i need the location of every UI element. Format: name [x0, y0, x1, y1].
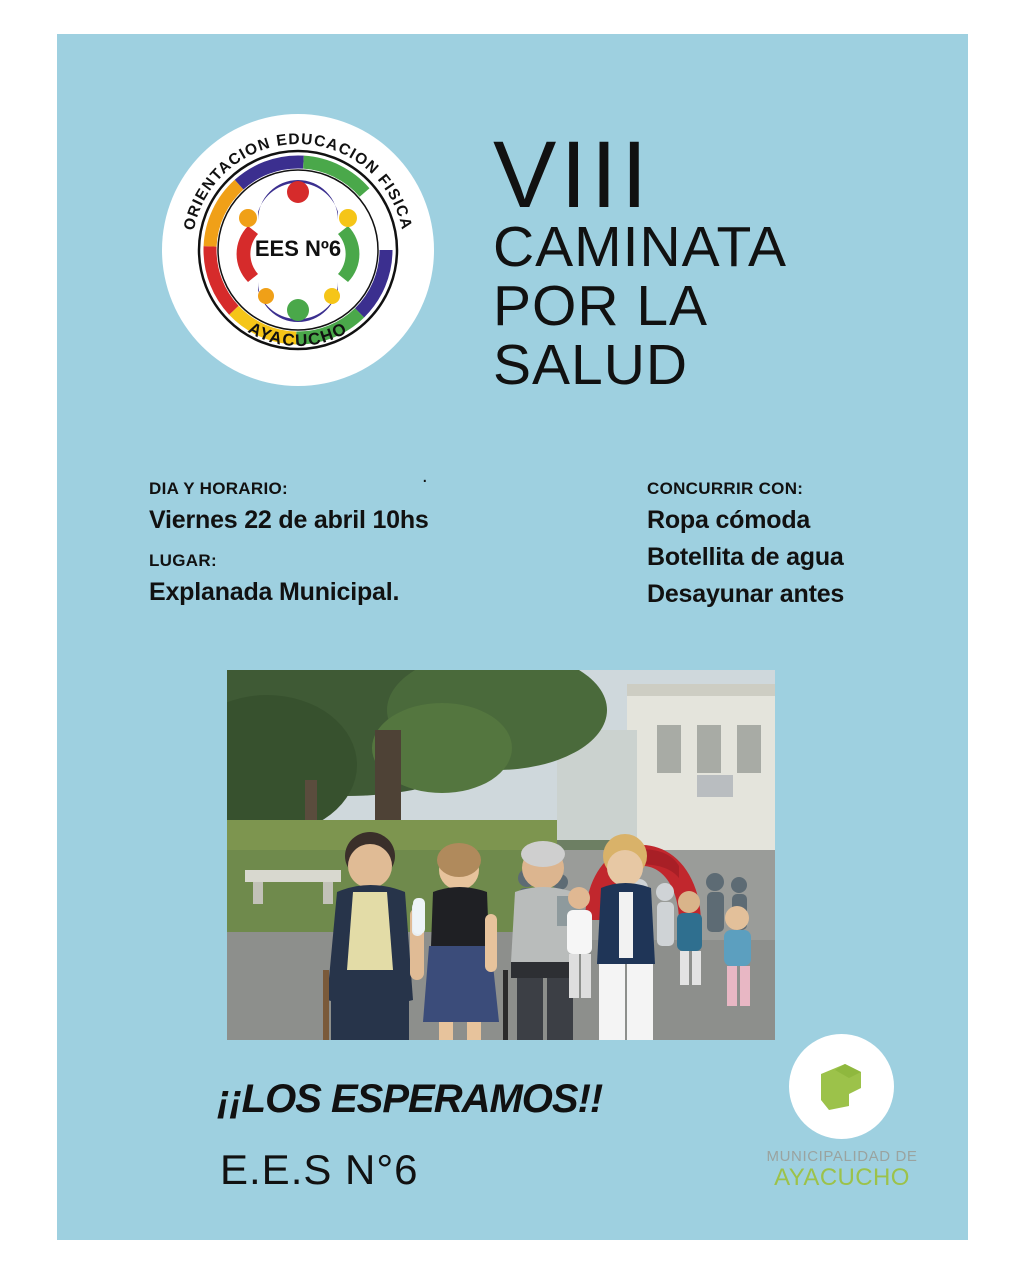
poster-canvas: [57, 34, 968, 1240]
title-line-2: POR LA: [493, 274, 709, 338]
info-column-right: [647, 479, 927, 617]
municipality-logo: [747, 1034, 937, 1224]
page-title: [493, 122, 923, 397]
logo-graphic: [162, 114, 434, 386]
school-name-text: E.E.S N°6: [220, 1146, 419, 1193]
municipality-line-2: AYACUCHO: [774, 1164, 910, 1191]
school-logo: [162, 114, 434, 386]
municipality-mark-icon: [815, 1060, 869, 1112]
label-day-and-time: DIA Y HORARIO:: [149, 479, 288, 498]
logo-center-text: EES Nº6: [254, 236, 342, 261]
info-column-left: [149, 479, 479, 623]
title-line-1: CAMINATA: [493, 215, 788, 279]
event-photo: [227, 670, 775, 1040]
svg-text:AYACUCHO: [245, 318, 351, 350]
label-bring-with-you: CONCURRIR CON:: [647, 479, 804, 498]
logo-arc-bottom-text: AYACUCHO: [245, 318, 351, 351]
stray-dot-mark: .: [422, 465, 428, 487]
bring-item-2: Botellita de agua: [647, 543, 844, 571]
municipality-line-1: MUNICIPALIDAD DE: [766, 1148, 918, 1165]
logo-arc-top-text: ORIENTACION EDUCACION FISICA: [180, 130, 416, 232]
call-to-action-text: ¡¡LOS ESPERAMOS!!: [217, 1077, 603, 1121]
title-roman-numeral: VIII: [493, 122, 652, 228]
label-place: LUGAR:: [149, 551, 217, 570]
title-line-3: SALUD: [493, 333, 689, 397]
event-photo-graphic: [227, 670, 775, 1040]
value-day-and-time: Viernes 22 de abril 10hs: [149, 506, 429, 534]
value-place: Explanada Municipal.: [149, 578, 400, 606]
bring-item-1: Ropa cómoda: [647, 506, 811, 534]
bring-item-3: Desayunar antes: [647, 580, 845, 608]
